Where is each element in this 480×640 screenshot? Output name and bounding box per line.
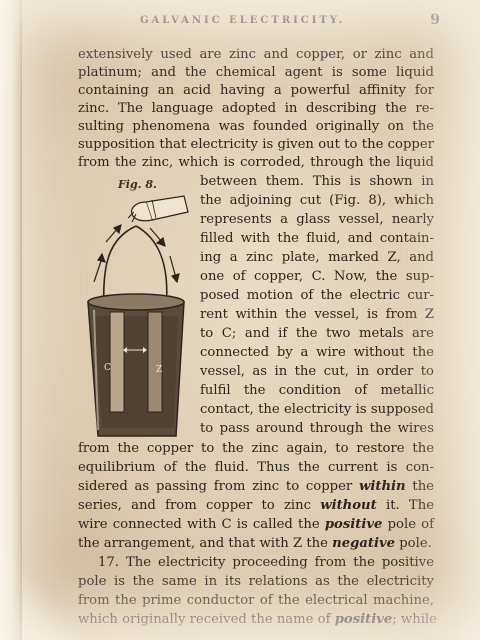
emphasis-negative: negative <box>332 536 396 551</box>
text-line: vessel, as in the cut, in order to <box>200 364 434 379</box>
text-line: ing a zinc plate, marked Z, and <box>200 250 434 265</box>
text-span: pole. <box>395 536 432 551</box>
text-line: to pass around through the wires <box>200 421 434 436</box>
text-line: 17. The electricity proceeding from the positive <box>98 555 434 570</box>
text-line <box>78 611 437 629</box>
text-span: pole of <box>382 517 435 532</box>
text-line: between them. This is shown in <box>200 174 434 189</box>
text-span: the arrangement, and that with Z the <box>78 536 333 551</box>
emphasis-positive: positive <box>324 517 383 532</box>
text-line: sulting phenomena was founded originally on the <box>78 119 434 134</box>
text-line: contact, the electricity is supposed <box>200 402 434 417</box>
plate-label-c: C <box>104 363 111 373</box>
text-span: series, and from copper to zinc <box>78 498 321 513</box>
text-line <box>78 497 434 515</box>
text-line: connected by a wire without the <box>200 345 434 360</box>
text-line: filled with the fluid, and contain- <box>200 231 434 246</box>
emphasis-positive: positive <box>334 612 393 627</box>
text-line: one of copper, C. Now, the sup- <box>200 269 434 284</box>
text-span: sidered as passing from zinc to copper <box>78 479 359 494</box>
text-line: extensively used are zinc and copper, or zinc and <box>78 47 434 62</box>
figure-caption: Fig. 8. <box>118 178 157 191</box>
text-line: to C; and if the two metals are <box>200 326 434 341</box>
text-line: from the copper to the zinc again, to restore the <box>78 441 434 456</box>
emphasis-without: without <box>320 498 377 513</box>
text-line: containing an acid having a powerful affinity for <box>78 83 434 98</box>
text-line: pole is the same in its relations as the electricity <box>78 574 434 589</box>
text-line: rent within the vessel, is from Z <box>200 307 434 322</box>
text-line: from the prime conductor of the electrical machine, <box>78 593 434 608</box>
text-line: zinc. The language adopted in describing the re- <box>78 101 434 116</box>
text-span: ; while <box>392 612 437 627</box>
text-span: the <box>405 479 434 494</box>
emphasis-within: within <box>358 479 406 494</box>
text-line: from the zinc, which is corroded, through the liquid <box>78 155 434 170</box>
text-line <box>78 478 434 496</box>
text-line: represents a glass vessel, nearly <box>200 212 434 227</box>
text-line: fulfil the condition of metallic <box>200 383 434 398</box>
hand-icon <box>128 196 188 222</box>
text-line: posed motion of the electric cur- <box>200 288 434 303</box>
text-span: which originally received the name of <box>78 612 335 627</box>
text-line: equilibrium of the fluid. Thus the current is con- <box>78 460 434 475</box>
galvanic-cell-illustration <box>80 190 192 442</box>
page-number: 9 <box>430 12 440 28</box>
text-span: it. The <box>376 498 434 513</box>
running-title: GALVANIC ELECTRICITY. <box>140 15 346 26</box>
glass-vessel <box>88 294 184 436</box>
text-line <box>78 516 434 534</box>
text-line: platinum; and the chemical agent is some liquid <box>78 65 434 80</box>
text-line <box>78 535 434 553</box>
text-line: the adjoining cut (Fig. 8), which <box>200 193 434 208</box>
plate-label-z: Z <box>156 365 163 375</box>
text-span: wire connected with C is called the <box>78 517 325 532</box>
text-line: supposition that electricity is given out to the copper <box>78 137 434 152</box>
